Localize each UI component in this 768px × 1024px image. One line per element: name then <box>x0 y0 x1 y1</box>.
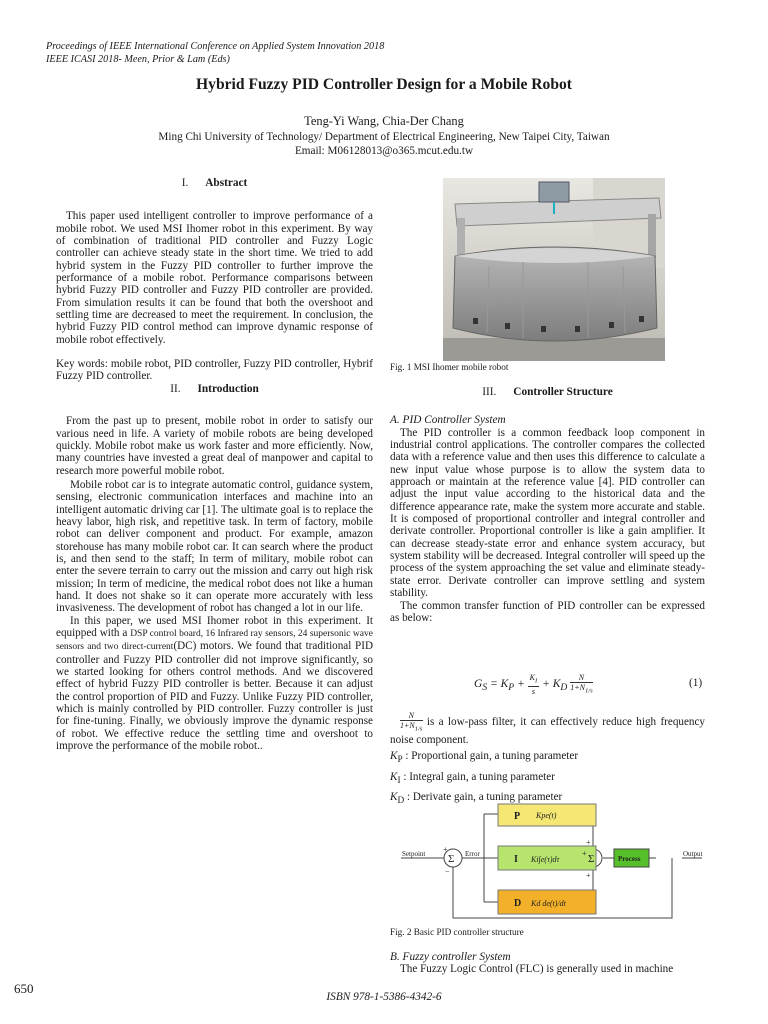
email: Email: M06128013@o365.mcut.edu.tw <box>294 145 474 157</box>
eq-kp: = K <box>487 677 509 690</box>
lowpass-den: 1+N <box>400 721 415 730</box>
lowpass-paragraph <box>390 711 705 746</box>
ki-num: K <box>529 673 536 682</box>
intro-paragraph-3 <box>56 615 373 753</box>
plus-sign-4: + <box>586 871 591 880</box>
keywords: Key words: mobile robot, PID controller, Fuzzy PID controller, Hybrif Fuzzy PID controller. <box>56 358 373 383</box>
n-num: N <box>570 673 593 683</box>
intro-paragraph-1: From the past up to present, mobile robot in order to satisfy our various need in life. A variety of mobile robots are being developed quickly. Mobile robot make us work faster and more efficiently. Now, many countries have invested a great deal of manpower and capital to research more powerful mobile robot. <box>56 415 373 477</box>
equation-number: (1) <box>689 677 703 689</box>
gain-sub: P <box>397 755 403 766</box>
gain-symbol: K <box>390 791 398 804</box>
section-number: I. <box>181 177 189 189</box>
ki-sub: I <box>535 677 538 685</box>
i-label: I <box>514 854 518 865</box>
paper-title: Hybrid Fuzzy PID Controller Design for a Mobile Robot <box>196 76 572 93</box>
intro-paragraph-2: Mobile robot car is to integrate automatic control, guidance system, sensing, electronic communication interfaces and machine into an intelligent automatic driving car [1]. The ultimate goal is to replace the heavy labor, high risk, and repetitive task. In term of factory, mobile robot can deliver component and product. For example, amazon storehouse has many mobile robot car. It can search where the product is, and then send to the staff; In term of military, mobile robot can enter the severe terrain to carry out the mission and carry out high risk mission; In term of medicine, the medical robot does not like a human hand. It does not shake so it can operate more accurately with less invasiveness. The development of robot has changed a lot in our life. <box>56 478 373 615</box>
eq-n-fraction <box>570 673 593 696</box>
eq-plus: + <box>514 677 528 690</box>
plus-sign-2: + <box>586 838 591 847</box>
eq-kd: + K <box>542 677 561 690</box>
header-line-1: Proceedings of IEEE International Conference on Applied System Innovation 2018 <box>46 41 385 52</box>
n-den-sub: 1/s <box>584 687 593 695</box>
ki-den: s <box>531 686 536 696</box>
p-label: P <box>514 811 521 822</box>
process-label: Process <box>618 855 641 863</box>
pid-paragraph-2: The common transfer function of PID controller can be expressed as below: <box>390 599 705 624</box>
output-label: Output <box>683 850 703 858</box>
minus-sign: − <box>445 867 450 876</box>
sum-symbol-1: Σ <box>448 853 455 865</box>
proceedings-header <box>46 41 384 66</box>
right-column <box>390 386 705 624</box>
lowpass-text: is a low-pass filter, it can effectively reduce high frequency noise component. <box>390 715 705 746</box>
intro-p3-part-b: DSP control board, 16 Infrared ray sensors, 24 supersonic wave sensors and two direct-current <box>56 629 373 653</box>
eq-kd-sub: D <box>560 682 568 694</box>
fuzzy-block <box>390 951 705 976</box>
fuzzy-paragraph-1: The Fuzzy Logic Control (FLC) is generally used in machine <box>400 963 674 976</box>
authors: Teng-Yi Wang, Chia-Der Chang <box>304 114 464 128</box>
d-expr: Kd de(t)/dt <box>531 899 566 908</box>
affiliation: Ming Chi University of Technology/ Department of Electrical Engineering, New Taipei City, Taiwan <box>158 131 610 143</box>
p-expr: Kpe(t) <box>536 811 557 820</box>
gain-sub: D <box>397 796 405 807</box>
gain-kp <box>390 750 705 767</box>
error-label: Error <box>465 850 480 858</box>
setpoint-label: Setpoint <box>402 850 426 858</box>
section-title: Controller Structure <box>513 386 613 398</box>
gain-symbol: K <box>390 770 398 783</box>
equation-1 <box>474 673 593 696</box>
eq-lhs-sub: S <box>482 682 488 694</box>
gain-ki <box>390 771 705 788</box>
d-label: D <box>514 898 522 909</box>
lowpass-fraction <box>400 711 423 734</box>
pid-diagram-svg <box>396 800 708 924</box>
section-heading-abstract <box>56 177 373 189</box>
page-number: 650 <box>14 981 34 996</box>
figure-1-caption: Fig. 1 MSI Ihomer mobile robot <box>390 362 509 372</box>
subsection-b: B. Fuzzy controller System <box>390 951 511 963</box>
lowpass-block <box>390 711 705 808</box>
isbn: ISBN 978-1-5386-4342-6 <box>326 991 442 1003</box>
eq-kp-sub: P <box>508 682 515 694</box>
gain-text: : Integral gain, a tuning parameter <box>403 770 555 783</box>
affiliation-block <box>0 130 768 158</box>
lowpass-num: N <box>400 711 423 721</box>
section-number: III. <box>482 386 497 398</box>
sum-symbol-2: Σ <box>588 853 595 865</box>
abstract-text: This paper used intelligent controller to improve performance of a mobile robot. We used MSI Ihomer robot in this experiment. By way of combination of traditional PID controller and Fuzzy Logic controller can achieve steady state in the short time. We tried to add hybrid system in the Fuzzy PID controller to further improve the performance of a mobile robot. Performance comparisons between hybrid Fuzzy PID controller and Fuzzy PID controller are provided. From simulation results it can be found that both the overshoot and settling time are decreased to meet the requirement. In conclusion, the hybrid Fuzzy PID control method can improve dynamic response of mobile robot effectively. <box>56 210 373 346</box>
gain-text: : Proportional gain, a tuning parameter <box>405 749 579 762</box>
pid-block-diagram <box>396 800 708 924</box>
left-column <box>56 177 373 752</box>
robot-photo-svg <box>443 178 665 361</box>
plus-sign-3: + <box>582 849 587 858</box>
eq-lhs: G <box>474 677 483 690</box>
section-heading-introduction <box>56 383 373 395</box>
figure-2-caption: Fig. 2 Basic PID controller structure <box>390 927 524 937</box>
section-title: Abstract <box>205 177 248 189</box>
intro-p3-part-c: (DC) motors. We found that traditional PID controller and Fuzzy PID controller did not improve significantly, so we started looking for others control methods. And we discovered effect of hybrid Fuzzy PID controller is better. Because it can adjust the control proportion of PID and Fuzzy. Unlike Fuzzy PID controller, which is mainly controlled by PID controller. Fuzzy controller is just for fine-tuning. Finally, we obviously improve the dynamic response of robot. We effective reduce the settling time and overshoot to improve the performance of the mobile robot.. <box>56 640 373 753</box>
pid-paragraph-1: The PID controller is a common feedback loop component in industrial control applications. The controller compares the collected data with a reference value and then uses this difference to calculate a new input value whose purpose is to allow the system data to approach or maintain at the reference value [4]. PID controller can adjust the input value according to the historical data and the difference appearance rate, make the system more accurate and stable. It is composed of proportional controller and integral controller and derivate controller. Proportional controller is like a gain amplifier. It can decrease steady-state error and enhance system accuracy, but system stability will be decreased. Integral controller will speed up the process of the system approaching the set value and eliminate steady-state error. Derivate controller can improve settling and system stability. <box>390 426 705 600</box>
section-number: II. <box>170 382 181 395</box>
plus-sign-1: + <box>443 845 448 854</box>
lowpass-den-sub: 1/s <box>414 725 423 733</box>
i-expr: Ki∫e(τ)dτ <box>531 855 560 864</box>
eq-ki-fraction <box>528 673 540 696</box>
section-title: Introduction <box>197 382 259 395</box>
gain-sub: I <box>397 775 401 786</box>
intro-p3-part-a: In this paper, we used MSI Ihomer robot in this experiment. It equipped with a <box>56 614 373 639</box>
gain-text: : Derivate gain, a tuning parameter <box>406 791 563 804</box>
robot-photo <box>443 178 665 361</box>
section-heading-controller <box>390 386 705 398</box>
n-den: 1+N <box>570 683 585 692</box>
header-line-2: IEEE ICASI 2018- Meen, Prior & Lam (Eds) <box>46 53 230 65</box>
gain-symbol: K <box>390 749 398 762</box>
subsection-a: A. PID Controller System <box>390 414 506 427</box>
